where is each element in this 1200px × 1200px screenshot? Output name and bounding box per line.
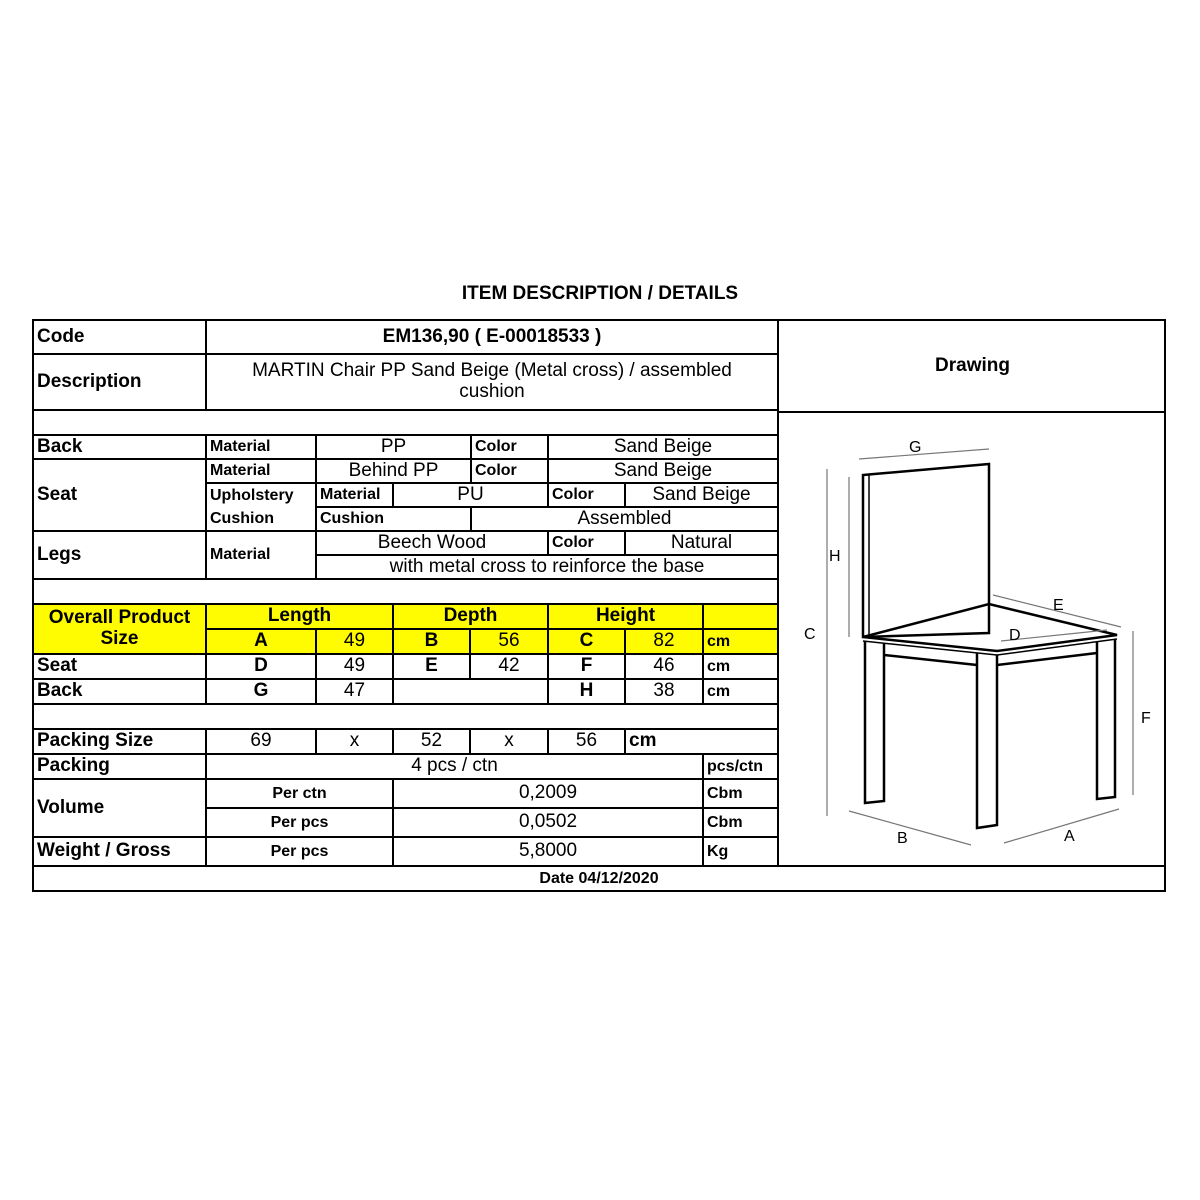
packing-size-unit: cm (626, 730, 779, 755)
date-footer: Date 04/12/2020 (34, 865, 1164, 890)
dim-a-value: 49 (317, 630, 394, 655)
chair-diagram (779, 411, 1166, 865)
upholstery-color: Sand Beige (626, 484, 779, 508)
weight-unit: Kg (704, 838, 779, 865)
dim-d-value: 49 (317, 655, 394, 680)
packing-width: 52 (394, 730, 471, 755)
dim-f-letter: F (549, 655, 626, 680)
chair-leg-front-left (977, 653, 997, 828)
packing-height: 56 (549, 730, 626, 755)
dim-b-value: 56 (471, 630, 549, 655)
chair-outline (863, 464, 1117, 828)
legs-material: Beech Wood (317, 532, 549, 556)
volume-per-ctn-label: Per ctn (207, 780, 394, 809)
size-blank (704, 605, 779, 630)
packing-value: 4 pcs / ctn (207, 755, 704, 780)
packing-label: Packing (34, 755, 207, 780)
overall-size-label: Overall Product Size (34, 605, 207, 655)
description-value: MARTIN Chair PP Sand Beige (Metal cross) / assembled cushion (207, 355, 779, 411)
chair-drawing (779, 411, 1166, 865)
upholstery-label: Upholstery (207, 484, 317, 508)
chair-leg-front-right (1097, 639, 1115, 799)
legs-material-label: Material (207, 532, 317, 580)
chair-leg-back-left (865, 641, 884, 803)
upholstery-material-label: Material (317, 484, 394, 508)
height-label: Height (549, 605, 704, 630)
dim-h-value: 38 (626, 680, 704, 705)
length-label: Length (207, 605, 394, 630)
label-b: B (897, 830, 908, 847)
seat-label: Seat (34, 460, 207, 532)
dim-line-g (859, 449, 989, 459)
dim-g-letter: G (207, 680, 317, 705)
legs-label: Legs (34, 532, 207, 580)
legs-color: Natural (626, 532, 779, 556)
packing-size-label: Packing Size (34, 730, 207, 755)
packing-x1: x (317, 730, 394, 755)
dimension-lines (827, 449, 1133, 845)
legs-color-label: Color (549, 532, 626, 556)
dim-f-value: 46 (626, 655, 704, 680)
page-title: ITEM DESCRIPTION / DETAILS (461, 283, 739, 304)
seat-material: Behind PP (317, 460, 472, 484)
packing-unit: pcs/ctn (704, 755, 779, 780)
details-sheet (32, 319, 1166, 892)
volume-label: Volume (34, 780, 207, 838)
seat-material-label: Material (207, 460, 317, 484)
seat-color: Sand Beige (549, 460, 779, 484)
volume-per-pcs-unit: Cbm (704, 809, 779, 838)
volume-per-pcs-label: Per pcs (207, 809, 394, 838)
back-dims-label: Back (34, 680, 207, 705)
dim-h-letter: H (549, 680, 626, 705)
dim-a-letter: A (207, 630, 317, 655)
label-a: A (1064, 828, 1075, 845)
cushion-label: Cushion (207, 508, 317, 532)
back-dims-blank (394, 680, 549, 705)
code-label: Code (34, 321, 207, 355)
back-material: PP (317, 436, 472, 460)
back-color: Sand Beige (549, 436, 779, 460)
section-gap (34, 411, 779, 436)
chair-backrest (863, 464, 989, 637)
packing-x2: x (471, 730, 549, 755)
dim-e-value: 42 (471, 655, 549, 680)
label-e: E (1053, 597, 1064, 614)
depth-label: Depth (394, 605, 549, 630)
section-gap (34, 705, 779, 730)
back-dims-unit: cm (704, 680, 779, 705)
back-color-label: Color (472, 436, 549, 460)
packing-length: 69 (207, 730, 317, 755)
seat-dims-label: Seat (34, 655, 207, 680)
code-value: EM136,90 ( E-00018533 ) (207, 321, 779, 355)
dim-d-letter: D (207, 655, 317, 680)
volume-per-ctn: 0,2009 (394, 780, 704, 809)
dim-e-letter: E (394, 655, 471, 680)
description-label: Description (34, 355, 207, 411)
label-f: F (1141, 710, 1151, 727)
volume-per-pcs: 0,0502 (394, 809, 704, 838)
weight-label: Weight / Gross (34, 838, 207, 865)
weight-value: 5,8000 (394, 838, 704, 865)
cushion-value: Assembled (472, 508, 779, 532)
label-d: D (1009, 627, 1021, 644)
seat-dims-unit: cm (704, 655, 779, 680)
dim-g-value: 47 (317, 680, 394, 705)
dim-c-value: 82 (626, 630, 704, 655)
dim-line-a (1004, 809, 1119, 843)
volume-per-ctn-unit: Cbm (704, 780, 779, 809)
drawing-heading: Drawing (779, 321, 1166, 413)
section-gap (34, 580, 779, 605)
label-g: G (909, 439, 922, 456)
label-h: H (829, 548, 841, 565)
weight-per-pcs-label: Per pcs (207, 838, 394, 865)
dim-line-b (849, 811, 971, 845)
legs-note: with metal cross to reinforce the base (317, 556, 779, 580)
label-c: C (804, 626, 816, 643)
dim-c-letter: C (549, 630, 626, 655)
back-material-label: Material (207, 436, 317, 460)
size-unit: cm (704, 630, 779, 655)
upholstery-color-label: Color (549, 484, 626, 508)
back-label: Back (34, 436, 207, 460)
upholstery-material: PU (394, 484, 549, 508)
dim-b-letter: B (394, 630, 471, 655)
seat-color-label: Color (472, 460, 549, 484)
cushion-sub-label: Cushion (317, 508, 472, 532)
